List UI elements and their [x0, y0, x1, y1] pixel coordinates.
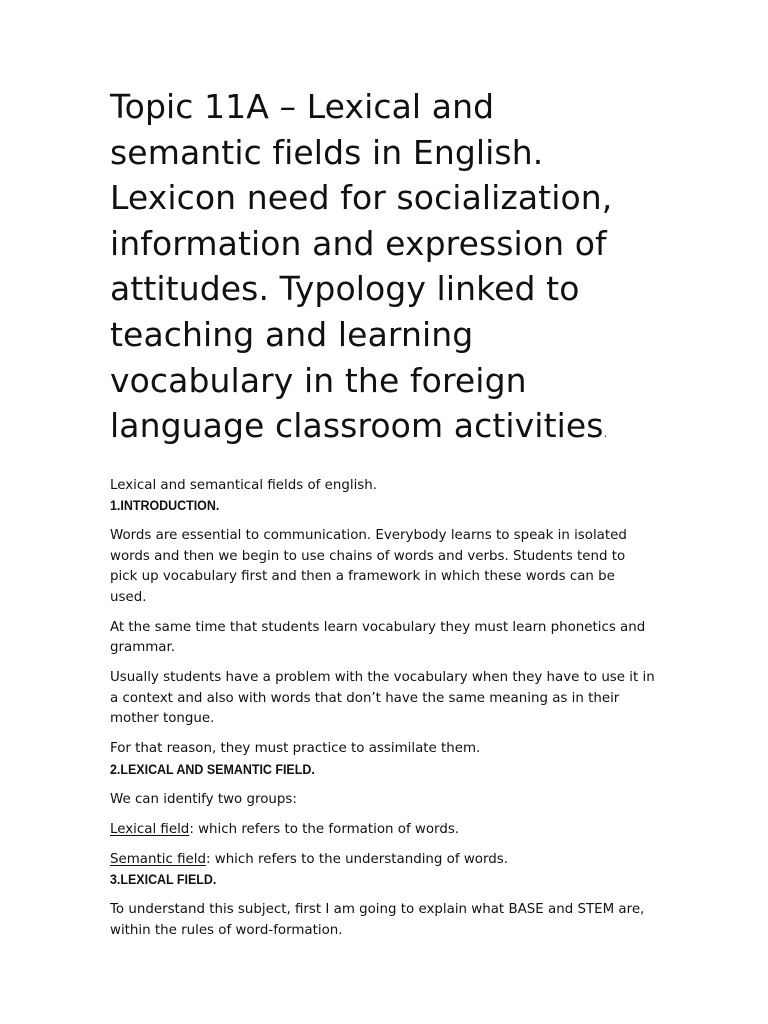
paragraph-lexical-1: To understand this subject, first I am going to explain what BASE and STEM are, within the rules of word-formation.	[110, 902, 645, 938]
document-page	[110, 84, 655, 941]
subtitle: Lexical and semantical fields of english.	[110, 477, 378, 493]
document-title-text: Topic 11A – Lexical and semantic fields in English. Lexicon need for socialization, information and expression of attitudes. Typology linked to teaching and learning vocabulary in the foreign language classroom activities	[110, 87, 613, 446]
paragraph-groups-intro: We can identify two groups:	[110, 791, 297, 807]
term-lexical-field: Lexical field	[110, 821, 190, 837]
definition-semantic-text: : which refers to the understanding of words.	[205, 851, 508, 867]
heading-lexical-semantic: 2.LEXICAL AND SEMANTIC FIELD.	[110, 761, 315, 777]
heading-lexical-field: 3.LEXICAL FIELD.	[110, 872, 217, 888]
paragraph-intro-3: Usually students have a problem with the vocabulary when they have to use it in a context and also with words that don’t have the same meaning as in their mother tongue.	[110, 670, 655, 727]
term-semantic-field: Semantic field	[110, 851, 206, 867]
definition-semantic-field	[110, 850, 655, 871]
definition-lexical-text: : which refers to the formation of words.	[189, 821, 460, 837]
paragraph-intro-2: At the same time that students learn vocabulary they must learn phonetics and grammar.	[110, 619, 646, 656]
paragraph-intro-1: Words are essential to communication. Everybody learns to speak in isolated words and then we begin to use chains of words and verbs. Students tend to pick up vocabulary first and then a framework in which these words can be used.	[110, 528, 627, 605]
document-title-period: .	[603, 427, 608, 441]
heading-introduction: 1.INTRODUCTION.	[110, 498, 220, 514]
paragraph-intro-4: For that reason, they must practice to assimilate them.	[110, 741, 481, 757]
document-title	[110, 84, 655, 457]
definition-lexical-field	[110, 820, 655, 841]
